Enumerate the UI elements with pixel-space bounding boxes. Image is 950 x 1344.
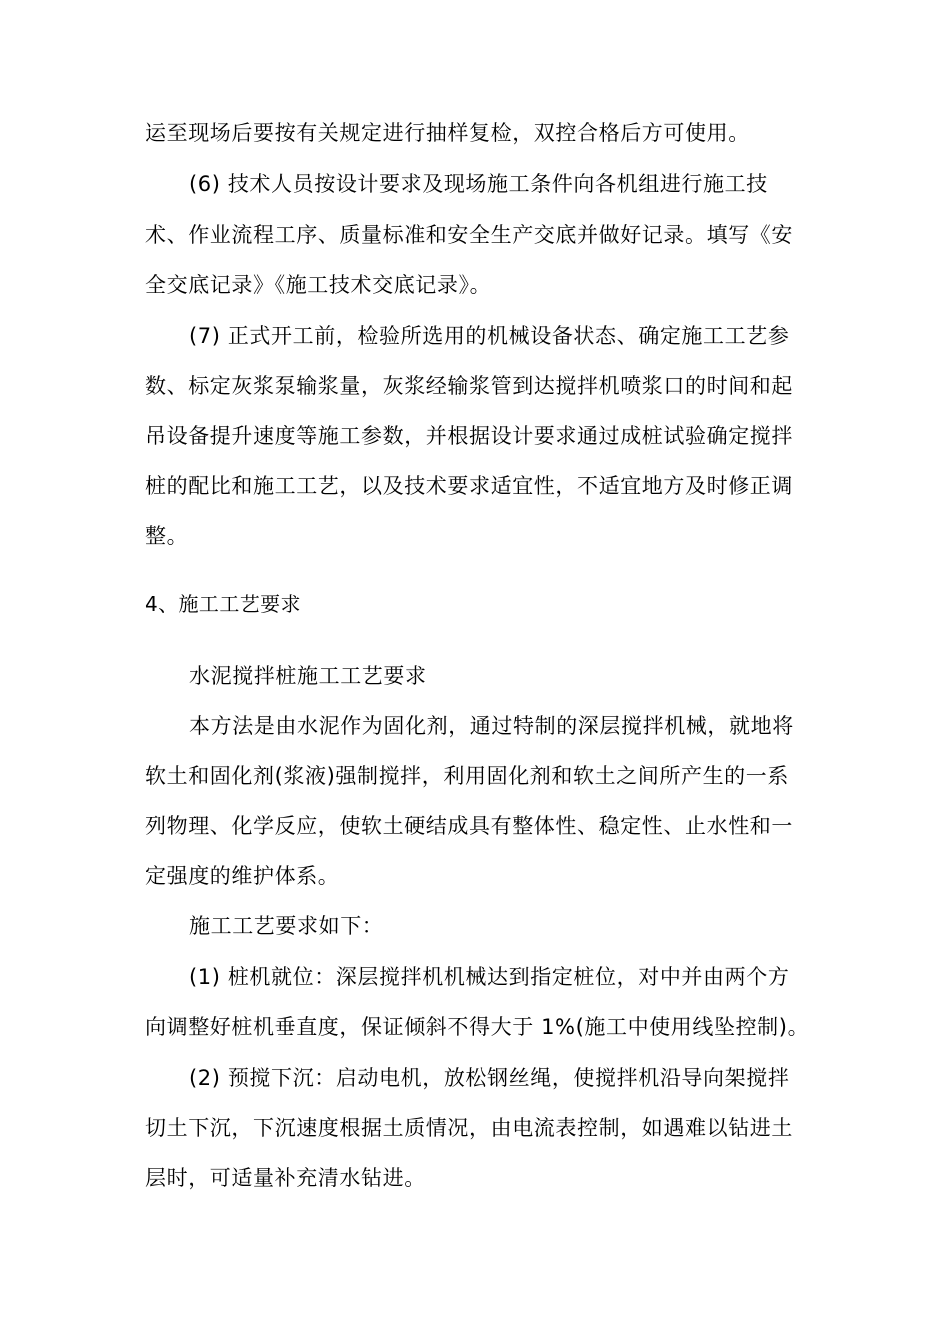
text-line: (7) 正式开工前，检验所选用的机械设备状态、确定施工工艺参 — [189, 324, 790, 348]
subsection-title: 水泥搅拌桩施工工艺要求 — [189, 664, 427, 688]
text-line: (1) 桩机就位：深层搅拌机机械达到指定桩位，对中并由两个方 — [189, 965, 790, 989]
text-line: 术、作业流程工序、质量标准和安全生产交底并做好记录。填写《安 — [145, 223, 793, 247]
text-line: 吊设备提升速度等施工参数，并根据设计要求通过成桩试验确定搅拌 — [145, 424, 793, 448]
text-line: 定强度的维护体系。 — [145, 864, 340, 888]
text-line: (2) 预搅下沉：启动电机，放松钢丝绳，使搅拌机沿导向架搅拌 — [189, 1066, 790, 1090]
text-line: 运至现场后要按有关规定进行抽样复检，双控合格后方可使用。 — [145, 121, 750, 145]
text-line: 列物理、化学反应，使软土硬结成具有整体性、稳定性、止水性和一 — [145, 814, 793, 838]
text-line: 本方法是由水泥作为固化剂，通过特制的深层搅拌机械，就地将 — [189, 714, 794, 738]
text-line: 整。 — [145, 524, 189, 548]
text-line: 层时，可适量补充清水钻进。 — [145, 1166, 426, 1190]
text-line: 全交底记录》《施工技术交底记录》。 — [145, 273, 492, 297]
text-line: 向调整好桩机垂直度，保证倾斜不得大于 1%(施工中使用线坠控制)。 — [145, 1015, 810, 1039]
text-line: (6) 技术人员按设计要求及现场施工条件向各机组进行施工技 — [189, 172, 768, 196]
text-line: 施工工艺要求如下： — [189, 914, 384, 938]
section-heading: 4、施工工艺要求 — [145, 592, 301, 616]
text-line: 数、标定灰浆泵输浆量，灰浆经输浆管到达搅拌机喷浆口的时间和起 — [145, 374, 793, 398]
text-line: 桩的配比和施工工艺，以及技术要求适宜性，不适宜地方及时修正调 — [145, 474, 793, 498]
text-line: 切土下沉，下沉速度根据土质情况，由电流表控制，如遇难以钻进土 — [145, 1116, 793, 1140]
text-line: 软土和固化剂(浆液)强制搅拌，利用固化剂和软土之间所产生的一系 — [145, 764, 789, 788]
